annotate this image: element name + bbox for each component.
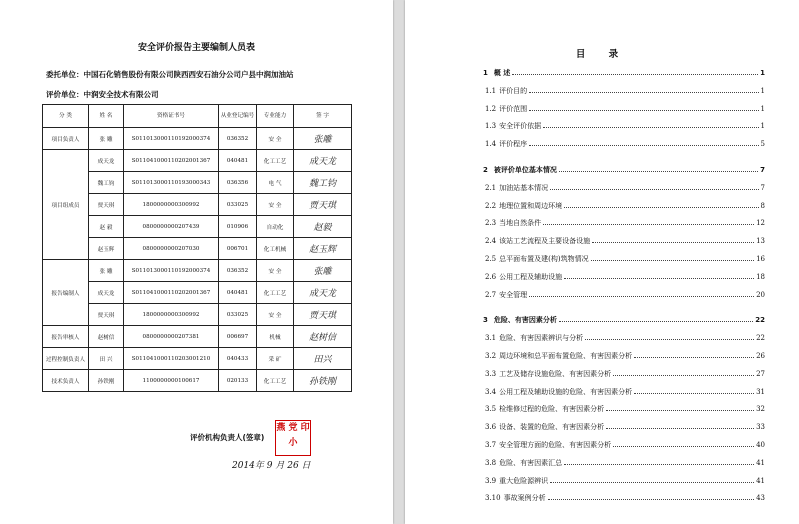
category-cell: 报告编制人 <box>43 260 89 326</box>
toc-leader <box>543 224 754 225</box>
reg-cell: 033025 <box>219 194 257 216</box>
header-category: 分 类 <box>43 105 89 128</box>
toc-page-number: 31 <box>756 387 765 396</box>
toc-entry[interactable] <box>485 404 765 414</box>
evaluator-label: 评价单位： <box>46 90 84 99</box>
toc-text: 加油站基本情况 <box>499 183 549 192</box>
skill-cell: 化工工艺 <box>257 370 294 392</box>
evaluator-line <box>46 89 159 100</box>
reg-cell: 040481 <box>219 282 257 304</box>
table-row <box>43 282 352 304</box>
toc-page-number: 13 <box>756 237 765 246</box>
toc-entry[interactable] <box>485 86 765 96</box>
skill-cell: 安 全 <box>257 194 294 216</box>
toc-text: 事故案例分析 <box>503 494 546 503</box>
reg-cell: 006697 <box>219 326 257 348</box>
toc-title: 目 录 <box>575 49 629 60</box>
toc-page-number: 12 <box>756 219 765 228</box>
toc-page-number: 22 <box>756 334 765 343</box>
signature-cell: 张雕 <box>294 260 352 282</box>
cert-cell: S011041000110202001367 <box>124 282 219 304</box>
toc-entry[interactable] <box>485 139 765 149</box>
toc-entry[interactable] <box>485 272 765 282</box>
toc-page-number: 1 <box>760 122 765 131</box>
name-cell: 孙铁刚 <box>89 370 124 392</box>
cert-cell: 1800000000300992 <box>124 194 219 216</box>
reg-cell: 036352 <box>219 260 257 282</box>
toc-leader <box>564 207 758 208</box>
cert-cell: S011013000110192000374 <box>124 128 219 150</box>
toc-page-number: 40 <box>756 441 765 449</box>
toc-leader <box>613 446 754 447</box>
name-cell: 魏工钧 <box>89 172 124 194</box>
client-label: 委托单位： <box>46 70 84 79</box>
toc-page-number: 8 <box>760 201 765 210</box>
category-cell: 报告审核人 <box>43 326 89 348</box>
toc-entry[interactable] <box>485 254 765 264</box>
table-row <box>43 238 352 260</box>
table-row <box>43 194 352 216</box>
toc-entry[interactable] <box>485 422 765 432</box>
toc-number: 3.10 <box>485 494 501 503</box>
reg-cell: 006701 <box>219 238 257 260</box>
toc-number: 3.9 <box>485 476 497 485</box>
name-cell: 赵 毅 <box>89 216 124 238</box>
toc-entry[interactable] <box>485 493 765 503</box>
institution-head-label: 评价机构负责人(签章) <box>190 433 265 442</box>
skill-cell: 化工工艺 <box>257 150 294 172</box>
toc-leader <box>550 482 754 483</box>
toc-leader <box>634 393 754 394</box>
toc-page-number: 27 <box>756 369 765 378</box>
name-cell: 贾天琪 <box>89 304 124 326</box>
name-cell: 张 雕 <box>89 128 124 150</box>
toc-number: 3.2 <box>485 352 497 360</box>
toc-entry[interactable] <box>485 183 765 193</box>
cert-cell: 0800000000207030 <box>124 238 219 260</box>
toc-text: 周边环境和总平面布置危险、有害因素分析 <box>499 352 633 360</box>
signature-cell: 贾天琪 <box>294 304 352 326</box>
toc-number: 2.5 <box>485 255 497 263</box>
toc-number: 1.4 <box>485 140 497 149</box>
name-cell: 成天龙 <box>89 150 124 172</box>
table-row <box>43 370 352 392</box>
toc-number: 1.1 <box>485 86 497 95</box>
staff-page-title: 安全评价报告主要编制人员表 <box>137 43 255 53</box>
table-row <box>43 216 352 238</box>
toc-number: 1.3 <box>485 122 497 131</box>
toc-leader <box>606 410 754 411</box>
signature-cell: 魏工钧 <box>294 172 352 194</box>
evaluator-value: 中润安全技术有限公司 <box>83 90 159 99</box>
toc-number: 3.5 <box>485 405 497 414</box>
signature-cell: 赵毅 <box>294 216 352 238</box>
reg-cell: 020133 <box>219 370 257 392</box>
table-row <box>43 128 352 150</box>
toc-entry[interactable] <box>485 104 765 114</box>
toc-number: 3.1 <box>485 334 497 343</box>
signature-cell: 成天龙 <box>294 150 352 172</box>
toc-page-number: 5 <box>760 140 765 149</box>
toc-entry[interactable] <box>485 236 765 246</box>
skill-cell: 自动化 <box>257 216 294 238</box>
toc-number: 2.1 <box>485 183 497 192</box>
toc-entry[interactable] <box>485 458 765 468</box>
signature-cell: 赵树信 <box>294 326 352 348</box>
reg-cell: 040433 <box>219 348 257 370</box>
toc-text: 工艺及储存设施危险、有害因素分析 <box>499 369 612 378</box>
cert-cell: 1100000000100617 <box>124 370 219 392</box>
cert-cell: S011041000110202001367 <box>124 150 219 172</box>
toc-entry[interactable] <box>485 218 765 228</box>
toc-number: 2.3 <box>485 219 497 228</box>
header-reg: 从业登记编号 <box>219 105 257 128</box>
name-cell: 贾天琪 <box>89 194 124 216</box>
toc-number: 2 <box>483 166 488 174</box>
name-cell: 田 兴 <box>89 348 124 370</box>
table-row <box>43 348 352 370</box>
toc-text: 设备、装置的危险、有害因素分析 <box>499 423 605 432</box>
toc-text: 该站工艺流程及主要设备设施 <box>499 237 591 246</box>
category-cell: 过程控制负责人 <box>43 348 89 370</box>
toc-leader <box>529 92 758 93</box>
toc-page-number: 41 <box>756 476 765 485</box>
toc-text: 公用工程及辅助设施的危险、有害因素分析 <box>499 387 633 396</box>
table-row <box>43 172 352 194</box>
toc-leader <box>592 242 754 243</box>
cert-cell: 1800000000300992 <box>124 304 219 326</box>
toc-entry[interactable] <box>485 121 765 131</box>
toc-leader <box>591 260 754 261</box>
name-cell: 张 雕 <box>89 260 124 282</box>
signature-date: 2014年 9 月 26 日 <box>232 461 311 471</box>
toc-number: 2.6 <box>485 272 497 281</box>
cert-cell: S011013000110192000374 <box>124 260 219 282</box>
toc-chapter[interactable] <box>483 165 765 175</box>
table-row <box>43 326 352 348</box>
toc-page-number: 7 <box>760 166 765 174</box>
toc-number: 3.4 <box>485 387 497 396</box>
name-cell: 赵树信 <box>89 326 124 348</box>
staff-table <box>42 104 352 392</box>
toc-leader <box>550 189 758 190</box>
toc-text: 危险、有害因素汇总 <box>499 458 563 467</box>
skill-cell: 安 全 <box>257 128 294 150</box>
signature-cell: 贾天琪 <box>294 194 352 216</box>
toc-entry[interactable] <box>485 351 765 361</box>
toc-entry[interactable] <box>485 290 765 300</box>
table-row <box>43 304 352 326</box>
skill-cell: 电 气 <box>257 172 294 194</box>
signature-cell: 张雕 <box>294 128 352 150</box>
client-value: 中国石化销售股份有限公司陕西西安石油分公司户县中润加油站 <box>83 70 294 79</box>
signature-cell: 赵玉辉 <box>294 238 352 260</box>
toc-page-number: 26 <box>756 352 765 360</box>
toc-chapter[interactable] <box>483 68 765 78</box>
toc-page <box>405 0 799 524</box>
name-cell: 成天龙 <box>89 282 124 304</box>
cert-cell: S011013000110193000343 <box>124 172 219 194</box>
toc-text: 公用工程及辅助设施 <box>499 272 563 281</box>
cert-cell: 0800000000207439 <box>124 216 219 238</box>
toc-page-number: 33 <box>756 423 765 432</box>
toc-leader <box>529 110 758 111</box>
toc-text: 地理位置和周边环境 <box>499 201 563 210</box>
toc-page-number: 41 <box>756 458 765 467</box>
toc-leader <box>564 278 754 279</box>
skill-cell: 安 全 <box>257 260 294 282</box>
toc-page-number: 18 <box>756 272 765 281</box>
toc-entry[interactable] <box>485 476 765 486</box>
toc-text: 总平面布置及建(构)筑物情况 <box>499 255 589 263</box>
toc-entry[interactable] <box>485 387 765 397</box>
skill-cell: 安 全 <box>257 304 294 326</box>
toc-number: 2.2 <box>485 201 497 210</box>
toc-leader <box>585 339 754 340</box>
toc-number: 2.7 <box>485 290 497 299</box>
toc-text: 评价目的 <box>499 86 528 95</box>
toc-chapter[interactable] <box>483 315 765 325</box>
toc-text: 安全管理方面的危险、有害因素分析 <box>499 441 612 449</box>
toc-entry[interactable] <box>485 440 765 450</box>
staff-page <box>0 0 393 524</box>
toc-leader <box>564 464 754 465</box>
toc-text: 安全评价依据 <box>499 122 542 131</box>
toc-number: 3.7 <box>485 441 497 449</box>
toc-text: 当地自然条件 <box>499 219 542 228</box>
toc-text: 安全管理 <box>499 290 528 299</box>
skill-cell: 机械 <box>257 326 294 348</box>
toc-leader <box>529 145 758 146</box>
toc-number: 3.6 <box>485 423 497 432</box>
client-line <box>46 69 294 80</box>
stamp-text: 燕 党 印 小 <box>276 423 310 448</box>
table-row <box>43 260 352 282</box>
toc-leader <box>613 375 754 376</box>
toc-leader <box>634 357 754 358</box>
toc-leader <box>606 428 754 429</box>
name-cell: 赵玉辉 <box>89 238 124 260</box>
toc-text: 评价程序 <box>499 140 528 149</box>
toc-page-number: 16 <box>756 255 765 263</box>
signature-cell: 孙铁刚 <box>294 370 352 392</box>
toc-page-number: 32 <box>756 405 765 414</box>
table-row <box>43 150 352 172</box>
toc-leader <box>543 127 758 128</box>
reg-cell: 036352 <box>219 128 257 150</box>
toc-page-number: 1 <box>760 104 765 113</box>
toc-page-number: 1 <box>760 86 765 95</box>
toc-text: 危险、有害因素分析 <box>493 316 557 325</box>
toc-leader <box>529 296 754 297</box>
toc-number: 3 <box>483 316 488 325</box>
toc-leader <box>512 74 758 75</box>
signature-cell: 田兴 <box>294 348 352 370</box>
toc-number: 1.2 <box>485 104 497 113</box>
red-seal-stamp <box>275 420 311 456</box>
reg-cell: 040481 <box>219 150 257 172</box>
toc-text: 重大危险源辨识 <box>499 476 549 485</box>
toc-page-number: 1 <box>760 69 765 77</box>
reg-cell: 033025 <box>219 304 257 326</box>
cert-cell: 0800000000207381 <box>124 326 219 348</box>
staff-table-header <box>43 105 352 128</box>
reg-cell: 036356 <box>219 172 257 194</box>
toc-page-number: 20 <box>756 290 765 299</box>
toc-text: 概 述 <box>493 69 511 77</box>
header-signature: 签 字 <box>294 105 352 128</box>
toc-text: 被评价单位基本情况 <box>493 166 557 174</box>
toc-number: 3.8 <box>485 458 497 467</box>
category-cell: 项目组成员 <box>43 150 89 260</box>
toc-page-number: 43 <box>756 494 765 503</box>
toc-entry[interactable] <box>485 369 765 379</box>
header-skill: 专业能力 <box>257 105 294 128</box>
toc-text: 检维修过程的危险、有害因素分析 <box>499 405 605 414</box>
skill-cell: 化工机械 <box>257 238 294 260</box>
toc-page-number: 7 <box>760 183 765 192</box>
skill-cell: 采 矿 <box>257 348 294 370</box>
skill-cell: 化工工艺 <box>257 282 294 304</box>
toc-number: 2.4 <box>485 237 497 246</box>
toc-page-number: 22 <box>755 316 765 325</box>
toc-text: 评价范围 <box>499 104 528 113</box>
category-cell: 项目负责人 <box>43 128 89 150</box>
header-name: 姓 名 <box>89 105 124 128</box>
reg-cell: 010906 <box>219 216 257 238</box>
toc-leader <box>559 171 758 172</box>
category-cell: 技术负责人 <box>43 370 89 392</box>
toc-number: 1 <box>483 69 488 77</box>
header-cert: 资格证书号 <box>124 105 219 128</box>
toc-leader <box>559 321 753 322</box>
signature-cell: 成天龙 <box>294 282 352 304</box>
toc-entry[interactable] <box>485 201 765 211</box>
toc-entry[interactable] <box>485 333 765 343</box>
toc-leader <box>548 499 754 500</box>
toc-text: 危险、有害因素辨识与分析 <box>499 334 584 343</box>
cert-cell: S011041000110203001210 <box>124 348 219 370</box>
toc-number: 3.3 <box>485 369 497 378</box>
